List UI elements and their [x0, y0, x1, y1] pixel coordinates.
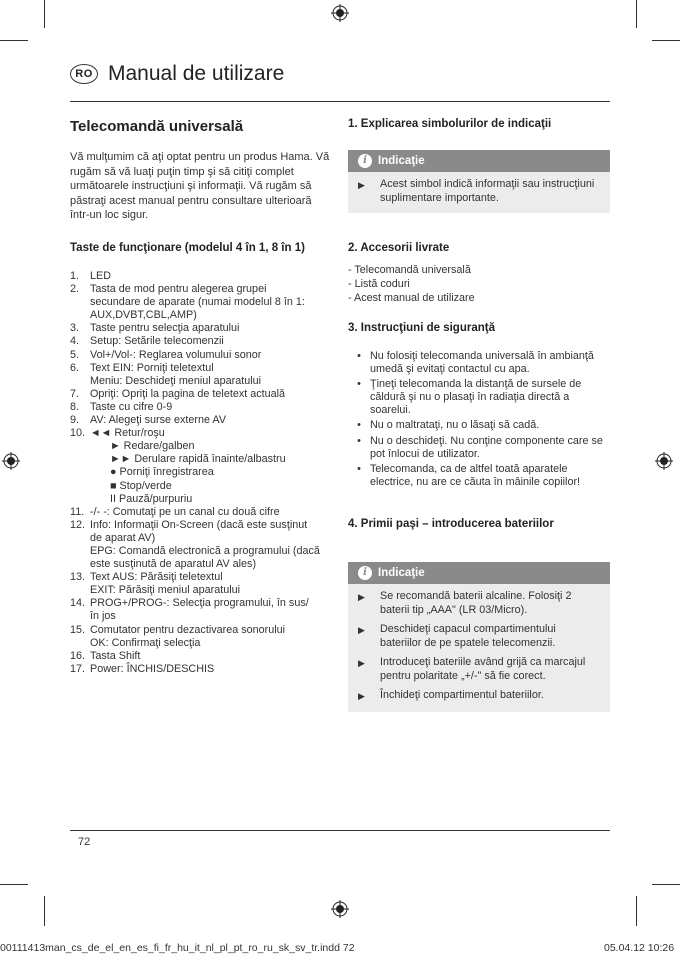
section-2-heading: 2. Accesorii livrate [348, 242, 450, 254]
accessories-list [348, 263, 610, 305]
list-item-number: 8. [70, 400, 80, 413]
safety-item [348, 419, 610, 432]
list-item [70, 414, 330, 427]
list-item-line: Comutator pentru dezactivarea sonorului [90, 623, 286, 636]
list-item-number: 3. [70, 322, 80, 335]
header-divider [70, 101, 610, 102]
list-item [70, 571, 330, 597]
list-item [70, 506, 330, 519]
note-box-1 [348, 150, 610, 213]
note-item [358, 623, 600, 650]
list-item-line: în jos [90, 610, 116, 623]
bullet-icon: • [357, 378, 361, 391]
list-item-line: Setup: Setările telecomenzii [90, 335, 224, 348]
list-item-line: OK: Confirmaţi selecţia [90, 636, 201, 649]
list-item-line: Text AUS: Părăsiţi teletextul [90, 571, 223, 584]
list-item [70, 427, 330, 506]
list-item-text [90, 283, 330, 322]
list-item-line: LED [90, 270, 112, 282]
list-item-line: Text EIN: Porniţi teletextul [90, 361, 214, 374]
note-item-text: Deschideţi capacul compartimentului bateriilor de pe spatele telecomenzii. [380, 623, 556, 649]
bullet-icon: • [357, 419, 361, 432]
list-item [70, 270, 330, 283]
section-1-heading: 1. Explicarea simbolurilor de indicaţii [348, 118, 552, 130]
list-item-line: Meniu: Deschideţi meniul aparatului [90, 374, 262, 387]
list-item-line: Tasta Shift [90, 649, 141, 662]
accessory-item: - Telecomandă universală [348, 264, 471, 276]
safety-item [348, 463, 610, 489]
list-item-line: AUX,DVBT,CBL,AMP) [90, 309, 197, 322]
accessory-item: - Acest manual de utilizare [348, 292, 475, 304]
print-slug-file: 00111413man_cs_de_el_en_es_fi_fr_hu_it_nl_pl_pt_ro_ru_sk_sv_tr.indd 72 [0, 942, 355, 954]
intro-paragraph: Vă mulţumim că aţi optat pentru un produs Hama. Vă rugăm să vă luaţi puţin timp şi să citiţi complet următoarele instrucţiuni şi informaţii. Vă rugăm să păstraţi acest manual pentru consultare ulterioară într-un loc sigur. [70, 151, 330, 221]
list-item-text [90, 401, 330, 414]
keys-list [70, 270, 330, 676]
safety-item [348, 378, 610, 417]
list-item [70, 349, 330, 362]
bullet-icon: • [357, 350, 361, 362]
list-item-text [90, 624, 330, 650]
list-item-text [90, 322, 330, 335]
list-item-line: II Pauză/purpuriu [110, 492, 193, 505]
list-item [70, 650, 330, 663]
crop-mark [652, 40, 680, 41]
safety-item-text: Nu o maltrataţi, nu o lăsaţi să cadă. [370, 419, 540, 432]
header-title: Manual de utilizare [108, 62, 285, 85]
list-item-text [90, 506, 330, 519]
list-item-line: PROG+/PROG-: Selecţia programului, în sus/ [90, 597, 309, 610]
list-item [70, 335, 330, 348]
section-3-heading: 3. Instrucţiuni de siguranţă [348, 322, 495, 334]
list-item [70, 388, 330, 401]
triangle-bullet-icon: ▶ [358, 592, 365, 602]
list-item-text [90, 414, 330, 427]
list-item [70, 322, 330, 335]
triangle-bullet-icon: ▶ [358, 691, 365, 701]
safety-item-text: Telecomanda, ca de altfel toată aparatele electrice, nu are ce căuta în mâinile copiilor! [370, 462, 581, 488]
note-box-2 [348, 562, 610, 712]
list-item-text [90, 388, 330, 401]
list-item-line: de aparat AV) [90, 531, 156, 544]
safety-item-text: Nu o deschideţi. Nu conţine componente care se pot înlocui de utilizator. [370, 434, 603, 460]
page-number: 72 [78, 836, 91, 848]
bullet-icon: • [357, 434, 361, 447]
list-item-text [90, 270, 330, 283]
note-body [348, 584, 610, 712]
note-header [348, 150, 610, 172]
list-item-number: 5. [70, 348, 80, 361]
note-item-text: Introduceţi bateriile având grijă ca marcajul pentru polaritate „+/-" să fie corect. [380, 656, 586, 682]
keys-heading: Taste de funcţionare (modelul 4 în 1, 8 în 1) [70, 242, 305, 254]
registration-mark-icon [655, 452, 673, 470]
list-item-number: 7. [70, 387, 80, 400]
list-item-line: Opriţi: Opriţi la pagina de teletext actuală [90, 387, 286, 400]
note-item-text: Acest simbol indică informaţii sau instrucţiuni suplimentare importante. [380, 178, 595, 204]
list-item-text [90, 597, 330, 623]
list-item-line: secundare de aparate (numai modelul 8 în 1: [90, 296, 305, 309]
info-icon: i [358, 154, 372, 168]
list-item-number: 11. [70, 505, 85, 518]
language-badge: RO [70, 64, 98, 84]
safety-item-text: Ţineţi telecomanda la distanţă de sursele de căldură şi nu o plasaţi în radiaţia directă a soarelui. [370, 378, 582, 417]
registration-mark-icon [331, 4, 349, 22]
note-item [358, 689, 600, 704]
safety-item [348, 350, 610, 376]
accessory-item: - Listă coduri [348, 278, 410, 290]
bullet-icon: • [357, 462, 361, 475]
list-item [70, 597, 330, 623]
list-item-line: ►► Derulare rapidă înainte/albastru [110, 453, 286, 466]
list-item-number: 12. [70, 518, 86, 531]
list-item-line: -/- -: Comutaţi pe un canal cu două cifre [90, 505, 280, 518]
list-item [70, 283, 330, 322]
list-item-number: 13. [70, 571, 86, 584]
list-item-line: ◄◄ Retur/roşu [90, 427, 165, 440]
triangle-bullet-icon: ▶ [358, 658, 365, 668]
list-item-line: este susţinută de aparatul AV ales) [90, 558, 257, 571]
crop-mark [636, 896, 637, 926]
list-item-line: Taste pentru selecţia aparatului [90, 322, 240, 335]
list-item-line: ■ Stop/verde [110, 479, 172, 492]
list-item-line: Taste cu cifre 0-9 [90, 400, 173, 413]
note-item-text: Închideţi compartimentul bateriilor. [380, 689, 544, 701]
list-item-number: 2. [70, 283, 80, 296]
list-item-number: 16. [70, 649, 86, 662]
registration-mark-icon [2, 452, 20, 470]
note-body [348, 172, 610, 213]
note-item [358, 656, 600, 683]
crop-mark [44, 0, 45, 28]
list-item-number: 4. [70, 335, 80, 348]
list-item [70, 663, 330, 676]
list-item-line: Vol+/Vol-: Reglarea volumului sonor [90, 348, 262, 361]
list-item-text [90, 519, 330, 571]
triangle-bullet-icon: ▶ [358, 625, 365, 635]
list-item-line: AV: Alegeţi surse externe AV [90, 414, 227, 427]
list-item-line: Tasta de mod pentru alegerea grupei [90, 283, 267, 296]
list-item-number: 10. [70, 427, 86, 440]
print-slug-date: 05.04.12 10:26 [604, 942, 675, 954]
list-item-text [90, 571, 330, 597]
note-item [358, 590, 600, 617]
list-item [70, 401, 330, 414]
list-item-text [90, 663, 330, 676]
list-item-text [90, 349, 330, 362]
list-item-number: 1. [70, 270, 80, 282]
note-item-text: Se recomandă baterii alcaline. Folosiţi 2 baterii tip „AAA" (LR 03/Micro). [380, 590, 572, 616]
crop-mark [636, 0, 637, 28]
safety-item-text: Nu folosiţi telecomanda universală în ambianţă umedă şi evitaţi contactul cu apa. [370, 350, 594, 376]
section-4-heading: 4. Primii paşi – introducerea bateriilor [348, 518, 554, 530]
list-item-line: EPG: Comandă electronică a programului (dacă [90, 544, 320, 557]
list-item-number: 14. [70, 597, 86, 610]
list-item-text [90, 427, 330, 506]
info-icon: i [358, 566, 372, 580]
list-item [70, 362, 330, 388]
list-item-line: EXIT: Părăsiţi meniul aparatului [90, 584, 241, 597]
list-item [70, 519, 330, 571]
list-item-number: 9. [70, 414, 80, 427]
list-item-text [90, 650, 330, 663]
list-item-line: Power: ÎNCHIS/DESCHIS [90, 662, 215, 675]
list-item-number: 6. [70, 361, 80, 374]
note-label: Indicaţie [378, 567, 425, 579]
note-label: Indicaţie [378, 155, 425, 167]
list-item-number: 17. [70, 662, 86, 675]
crop-mark [0, 40, 28, 41]
note-header [348, 562, 610, 584]
page-title: Telecomandă universală [70, 118, 244, 135]
safety-item [348, 435, 610, 461]
list-item [70, 624, 330, 650]
list-item-number: 15. [70, 623, 86, 636]
list-item-line: Info: Informaţii On-Screen (dacă este susţinut [90, 518, 308, 531]
page-header [70, 62, 284, 86]
triangle-bullet-icon: ▶ [358, 180, 365, 190]
list-item-line: ► Redare/galben [110, 440, 195, 453]
registration-mark-icon [331, 900, 349, 918]
list-item-text [90, 362, 330, 388]
note-item [358, 178, 600, 205]
footer-divider [70, 830, 610, 831]
list-item-line: ● Porniţi înregistrarea [110, 466, 214, 479]
list-item-text [90, 335, 330, 348]
safety-list [348, 350, 610, 491]
crop-mark [652, 884, 680, 885]
crop-mark [44, 896, 45, 926]
crop-mark [0, 884, 28, 885]
